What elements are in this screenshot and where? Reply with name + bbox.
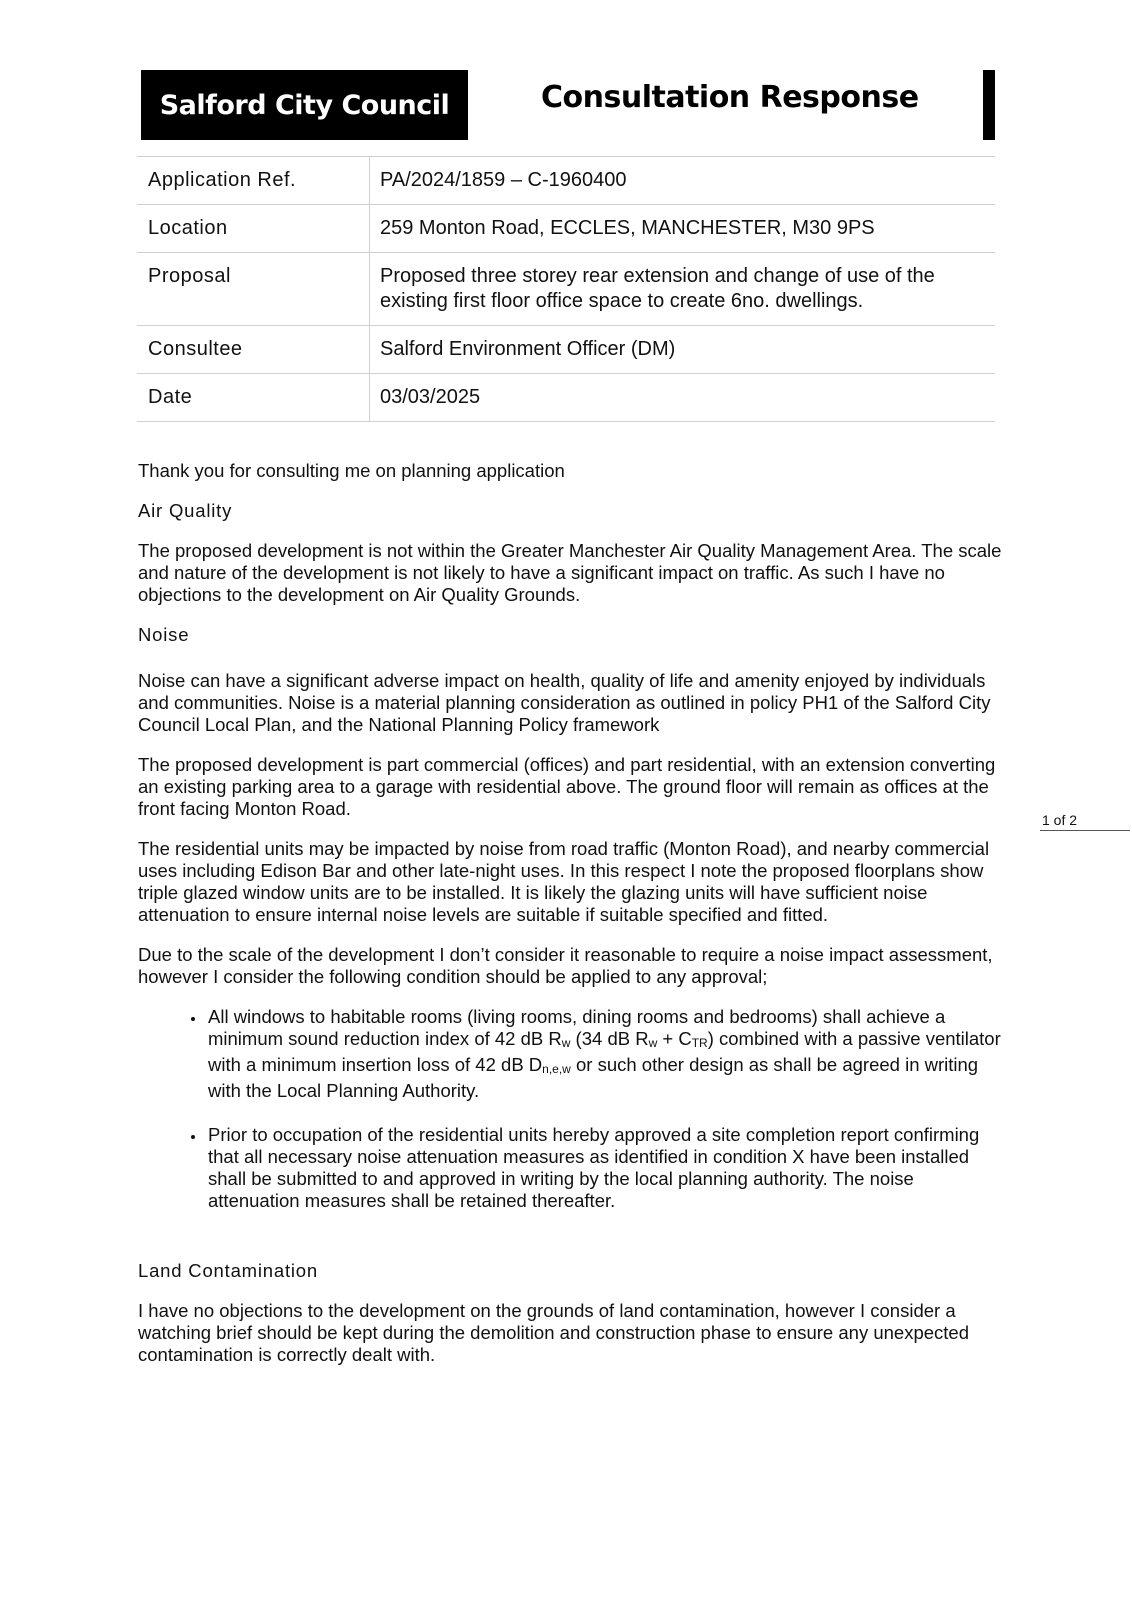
detail-value: Proposed three storey rear extension and change of use of the existing first floor office space to create 6no. dwellings.: [370, 253, 996, 326]
table-row: [137, 253, 995, 326]
land-contamination-text: I have no objections to the development on the grounds of land contamination, however I consider a watching brief should be kept during the demolition and construction phase to ensure any unexpected contamination is correctly dealt with.: [138, 1300, 969, 1365]
subscript: n,e,w: [542, 1062, 571, 1076]
noise-conditions-list: [138, 1006, 1003, 1212]
land-contamination-heading: Land Contamination: [138, 1260, 318, 1281]
detail-value: Salford Environment Officer (DM): [370, 326, 996, 374]
condition-text: + C: [657, 1028, 692, 1049]
noise-paragraph: The residential units may be impacted by noise from road traffic (Monton Road), and nearby commercial uses including Edison Bar and other late-night uses. In this respect I note the proposed floorplans show triple glazed window units are to be installed. It is likely the glazing units will have sufficient noise attenuation to ensure internal noise levels are suitable if suitable specified and fitted.: [138, 838, 990, 925]
noise-paragraph: Due to the scale of the development I don’t consider it reasonable to require a noise impact assessment, however I consider the following condition should be applied to any approval;: [138, 944, 993, 987]
table-row: [137, 157, 995, 205]
detail-value: 259 Monton Road, ECCLES, MANCHESTER, M30 9PS: [370, 205, 996, 253]
list-item: • Prior to occupation of the residential units hereby approved a site completion report confirming that all necessary noise attenuation measures as identified in condition X have been installed shall be submitted to and approved in writing by the local planning authority. The noise attenuation measures shall be retained thereafter.: [206, 1124, 1003, 1212]
document-header: [141, 70, 995, 140]
air-quality-text: The proposed development is not within the Greater Manchester Air Quality Management Area. The scale and nature of the development is not likely to have a significant impact on traffic. As such I have no objections to the development on Air Quality Grounds.: [138, 540, 1002, 605]
detail-label: Proposal: [137, 253, 370, 326]
page-number: 1 of 2: [1040, 812, 1130, 831]
detail-label: Consultee: [137, 326, 370, 374]
condition-text: or such other design as shall be agreed in writing with the Local Planning Authority.: [208, 1054, 979, 1101]
council-logo: Salford City Council: [141, 70, 468, 140]
detail-value: 03/03/2025: [370, 374, 996, 422]
detail-label: Location: [137, 205, 370, 253]
condition-text: (34 dB R: [570, 1028, 649, 1049]
table-row: [137, 205, 995, 253]
noise-heading: Noise: [138, 624, 190, 645]
subscript: w: [561, 1036, 571, 1050]
detail-label: Date: [137, 374, 370, 422]
list-item: [206, 1006, 1003, 1102]
table-row: [137, 374, 995, 422]
subscript: w: [648, 1036, 658, 1050]
response-body: [138, 460, 1003, 1384]
noise-paragraph: Noise can have a significant adverse impact on health, quality of life and amenity enjoyed by individuals and communities. Noise is a material planning consideration as outlined in policy PH1 of the Salford City Council Local Plan, and the National Planning Policy framework: [138, 670, 991, 735]
detail-value: PA/2024/1859 – C-1960400: [370, 157, 996, 205]
application-details-table: [137, 156, 995, 422]
air-quality-heading: Air Quality: [138, 500, 233, 521]
noise-paragraph: The proposed development is part commercial (offices) and part residential, with an extension converting an existing parking area to a garage with residential above. The ground floor will remain as offices at the front facing Monton Road.: [138, 754, 996, 819]
table-row: [137, 326, 995, 374]
subscript: TR: [691, 1036, 708, 1050]
condition-text: ) combined with a passive ventilator with a minimum insertion loss of 42 dB D: [208, 1028, 1001, 1075]
header-accent-bar: [983, 70, 995, 140]
document-title: Consultation Response: [541, 80, 919, 115]
intro-text: Thank you for consulting me on planning application: [138, 460, 565, 481]
condition-text: All windows to habitable rooms (living rooms, dining rooms and bedrooms) shall achieve a minimum sound reduction index of 42 dB R: [208, 1006, 946, 1049]
detail-label: Application Ref.: [137, 157, 370, 205]
